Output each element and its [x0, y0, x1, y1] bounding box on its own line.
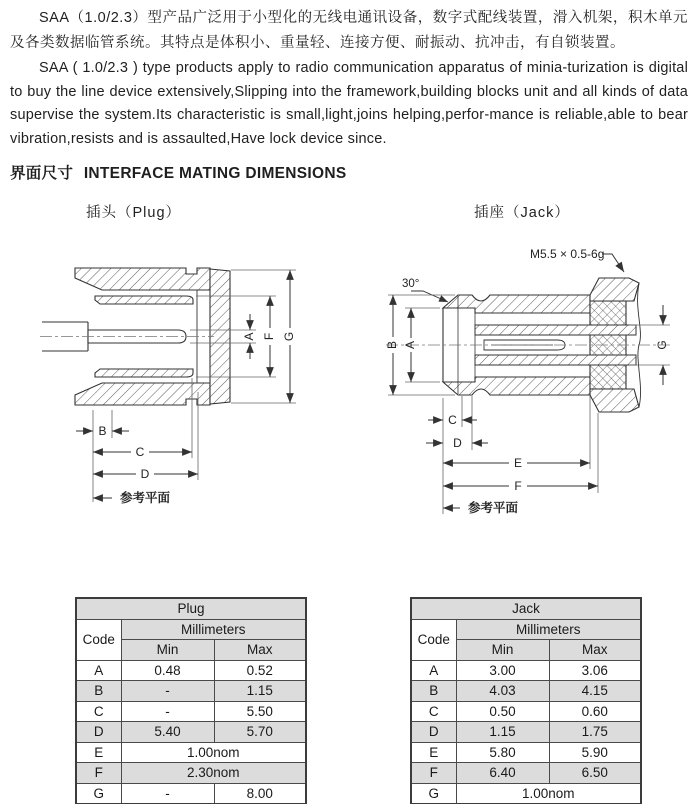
table-title: Plug	[76, 598, 306, 619]
cell-code: E	[411, 742, 456, 763]
section-heading-zh: 界面尺寸	[10, 165, 74, 182]
table-row	[76, 742, 306, 763]
cell-min: 6.40	[456, 763, 549, 784]
cell-code: D	[411, 722, 456, 743]
table-row	[411, 701, 641, 722]
cell-code: D	[76, 722, 121, 743]
cell-code: E	[76, 742, 121, 763]
jack-dim-label-b: B	[385, 340, 400, 350]
column-header-max: Max	[214, 640, 306, 661]
table-row	[76, 763, 306, 784]
cell-min: -	[121, 783, 214, 804]
intro-paragraph-en: SAA ( 1.0/2.3 ) type products apply to radio communication apparatus of minia-turization is digital to buy the line device extensively,Slipping into the framework,building blocks unit and all kinds of data supervise the system.Its characteristic is small,light,joins helping,perfor-mance is reliable,able to bear vibration,resists and is assaulted,Have lock device since.	[10, 60, 688, 147]
plug-dim-label-b: B	[98, 424, 107, 438]
jack-ref-plane-label: 参考平面	[468, 501, 519, 515]
cell-nominal: 1.00nom	[456, 783, 641, 804]
table-row	[76, 660, 306, 681]
table-row	[411, 722, 641, 743]
column-header-max: Max	[549, 640, 641, 661]
table-row	[76, 701, 306, 722]
jack-figure-caption: 插座（Jack）	[474, 205, 570, 221]
table-row	[76, 722, 306, 743]
plug-dim-label-g: G	[282, 331, 297, 342]
cell-code: C	[411, 701, 456, 722]
cell-max: 5.50	[214, 701, 306, 722]
cell-code: G	[76, 783, 121, 804]
cell-max: 6.50	[549, 763, 641, 784]
jack-angle-leader	[411, 291, 448, 302]
column-header-min: Min	[456, 640, 549, 661]
jack-dim-label-a: A	[403, 340, 418, 350]
cell-max: 1.75	[549, 722, 641, 743]
cell-min: 1.15	[456, 722, 549, 743]
cell-code: F	[411, 763, 456, 784]
table-row	[76, 681, 306, 702]
intro-paragraph-zh: SAA（1.0/2.3）型产品广泛用于小型化的无线电通讯设备，数字式配线装置，滑入机架，积木单元及各类数据临管系统。其特点是体积小、重量轻、连接方便、耐振动、抗冲击，有自锁装置。	[10, 10, 688, 51]
table-row	[411, 681, 641, 702]
jack-angle-label: 30°	[402, 278, 420, 290]
jack-drawing	[378, 238, 688, 523]
cell-code: B	[76, 681, 121, 702]
section-heading-en: INTERFACE MATING DIMENSIONS	[83, 165, 347, 182]
jack-dim-label-g: G	[655, 340, 670, 350]
jack-thread-label: M5.5 × 0.5-6g	[530, 247, 605, 261]
cell-min: 0.48	[121, 660, 214, 681]
cell-code: B	[411, 681, 456, 702]
cell-nominal: 1.00nom	[121, 742, 306, 763]
cell-min: 3.00	[456, 660, 549, 681]
cell-max: 5.90	[549, 742, 641, 763]
jack-dim-label-d: D	[453, 436, 462, 450]
table-row	[411, 783, 641, 804]
plug-dim-label-f: F	[262, 332, 277, 341]
table-row	[76, 783, 306, 804]
cell-min: -	[121, 701, 214, 722]
cell-min: 0.50	[456, 701, 549, 722]
cell-code: C	[76, 701, 121, 722]
table-row	[411, 763, 641, 784]
cell-nominal: 2.30nom	[121, 763, 306, 784]
column-header-code: Code	[76, 619, 121, 660]
section-heading	[10, 161, 347, 183]
column-header-code: Code	[411, 619, 456, 660]
column-header-unit: Millimeters	[456, 619, 641, 640]
jack-extension-lines	[443, 396, 598, 514]
jack-dim-label-f: F	[514, 479, 522, 493]
jack-dim-label-e: E	[513, 456, 523, 470]
plug-drawing	[40, 240, 320, 530]
cell-max: 8.00	[214, 783, 306, 804]
cell-code: A	[411, 660, 456, 681]
plug-dim-label-c: C	[135, 445, 145, 459]
cell-min: 5.40	[121, 722, 214, 743]
plug-dim-label-a: A	[242, 332, 257, 341]
table-row	[411, 742, 641, 763]
cell-min: 5.80	[456, 742, 549, 763]
plug-ref-plane-label: 参考平面	[120, 491, 171, 505]
cell-code: F	[76, 763, 121, 784]
jack-dim-label-c: C	[448, 413, 457, 427]
plug-figure-caption: 插头（Plug）	[86, 205, 182, 221]
cell-max: 5.70	[214, 722, 306, 743]
table-row	[411, 660, 641, 681]
plug-dim-label-d: D	[140, 467, 150, 481]
cell-max: 0.60	[549, 701, 641, 722]
column-header-min: Min	[121, 640, 214, 661]
cell-max: 4.15	[549, 681, 641, 702]
cell-min: 4.03	[456, 681, 549, 702]
cell-max: 3.06	[549, 660, 641, 681]
jack-dimensions-table	[410, 597, 642, 804]
plug-dimensions-table	[75, 597, 307, 804]
cell-max: 1.15	[214, 681, 306, 702]
cell-min: -	[121, 681, 214, 702]
column-header-unit: Millimeters	[121, 619, 306, 640]
table-title: Jack	[411, 598, 641, 619]
jack-thread-leader	[602, 254, 624, 272]
cell-code: G	[411, 783, 456, 804]
cell-max: 0.52	[214, 660, 306, 681]
cell-code: A	[76, 660, 121, 681]
